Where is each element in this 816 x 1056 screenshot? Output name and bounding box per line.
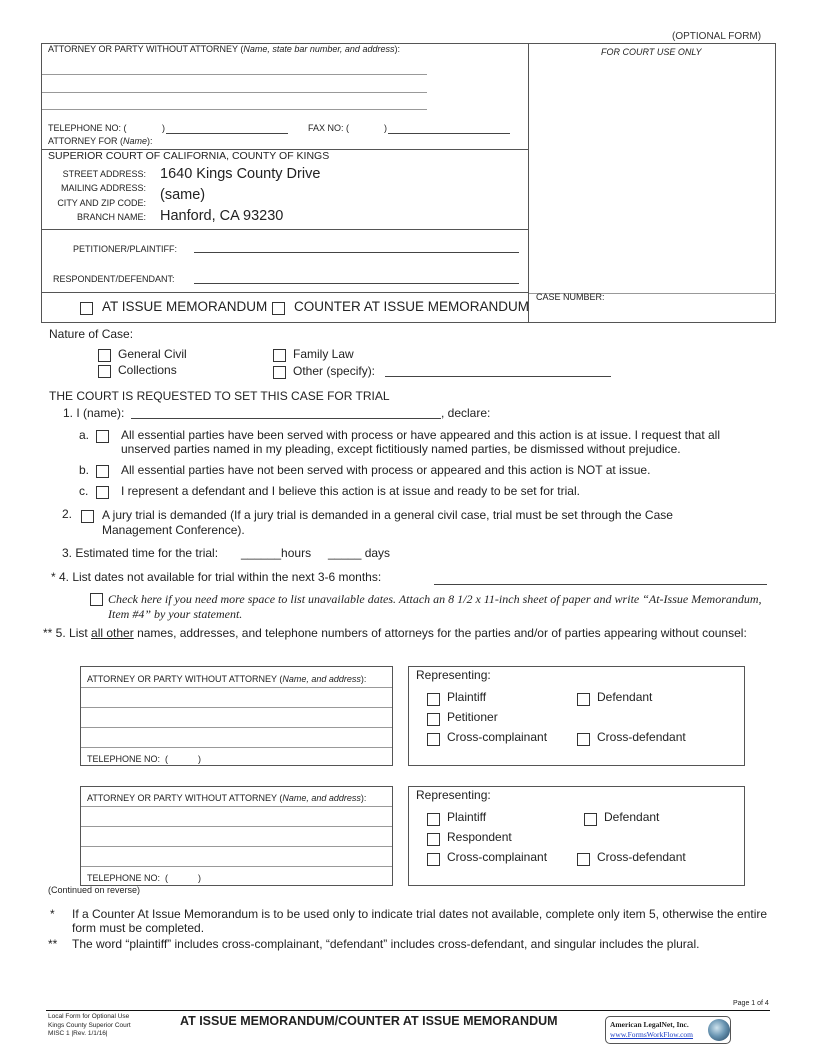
court-title: SUPERIOR COURT OF CALIFORNIA, COUNTY OF KINGS: [48, 150, 330, 162]
rep2-respondent-label: Respondent: [447, 830, 512, 844]
rep2-plaintiff-checkbox[interactable]: [427, 813, 440, 826]
nature-of-case-label: Nature of Case:: [49, 327, 134, 341]
case-number-label: CASE NUMBER:: [536, 292, 605, 302]
mailing-address-value: (same): [160, 187, 206, 203]
fax-field[interactable]: [388, 133, 510, 134]
rep1-plaintiff-label: Plaintiff: [447, 690, 487, 704]
globe-icon: [708, 1019, 730, 1041]
for-court-use-label: FOR COURT USE ONLY: [601, 47, 702, 57]
other-attorney-2-line-4[interactable]: [81, 866, 392, 867]
counter-memo-checkbox[interactable]: [272, 302, 285, 315]
item1a-checkbox[interactable]: [96, 430, 109, 443]
rep2-cross-complainant-checkbox[interactable]: [427, 853, 440, 866]
optional-form-label: (OPTIONAL FORM): [672, 31, 762, 42]
street-address-label: STREET ADDRESS:: [62, 169, 146, 179]
respondent-field[interactable]: [194, 283, 519, 284]
rep1-cross-complainant-checkbox[interactable]: [427, 733, 440, 746]
item2-number: 2.: [62, 507, 73, 521]
attorney-line-1[interactable]: [42, 74, 427, 75]
other-attorney-2-line-1[interactable]: [81, 806, 392, 807]
street-address-value: 1640 Kings County Drive: [160, 166, 321, 182]
declarant-name-field[interactable]: [131, 418, 441, 419]
other-attorney-2-line-3[interactable]: [81, 846, 392, 847]
item1c-text: I represent a defendant and I believe this action is at issue and ready to be set for trial.: [121, 484, 580, 498]
item1b-text: All essential parties have not been served with process or appeared and this action is NOT at issue.: [121, 463, 651, 477]
representing-2-label: Representing:: [416, 788, 491, 802]
fax-label: FAX NO: (: [308, 123, 350, 133]
rep1-cross-complainant-label: Cross-complainant: [447, 730, 548, 744]
rep2-respondent-checkbox[interactable]: [427, 833, 440, 846]
item1c-checkbox[interactable]: [96, 486, 109, 499]
rep2-cross-defendant-checkbox[interactable]: [577, 853, 590, 866]
form-id-line-1: Local Form for Optional Use: [48, 1013, 130, 1020]
trial-request-heading: THE COURT IS REQUESTED TO SET THIS CASE FOR TRIAL: [49, 389, 390, 403]
general-civil-checkbox[interactable]: [98, 349, 111, 362]
footnote-2-mark: **: [48, 937, 58, 951]
attorney-for-label: ATTORNEY FOR (Name):: [48, 136, 153, 146]
item2-text: A jury trial is demanded (If a jury trial is demanded in a general civil case, trial must be set through the Case Management Conference).: [102, 508, 673, 537]
vendor-name: American LegalNet, Inc.: [610, 1020, 689, 1029]
other-specify-field[interactable]: [385, 376, 611, 377]
attorney-label: ATTORNEY OR PARTY WITHOUT ATTORNEY (Name, state bar number, and address):: [48, 44, 400, 54]
footnote-2-text: The word “plaintiff” includes cross-complainant, “defendant” includes cross-defendant, and singular includes the plural.: [72, 937, 700, 951]
item3-text: 3. Estimated time for the trial:: [62, 546, 219, 560]
rep1-petitioner-checkbox[interactable]: [427, 713, 440, 726]
other-attorney-1-line-2[interactable]: [81, 707, 392, 708]
petitioner-field[interactable]: [194, 252, 519, 253]
footer-rule: [46, 1010, 770, 1011]
mailing-address-label: MAILING ADDRESS:: [60, 183, 146, 193]
rep2-defendant-label: Defendant: [604, 810, 660, 824]
family-law-label: Family Law: [293, 347, 354, 361]
item1-suffix: , declare:: [441, 406, 491, 420]
rep2-plaintiff-label: Plaintiff: [447, 810, 487, 824]
form-id-line-2: Kings County Superior Court: [48, 1021, 131, 1029]
city-zip-value: Hanford, CA 93230: [160, 208, 284, 224]
other-attorney-2-telephone[interactable]: TELEPHONE NO: ( ): [87, 873, 202, 883]
family-law-checkbox[interactable]: [273, 349, 286, 362]
item1b-checkbox[interactable]: [96, 465, 109, 478]
branch-name-label: BRANCH NAME:: [76, 212, 146, 222]
petitioner-label: PETITIONER/PLAINTIFF:: [73, 244, 178, 254]
item5-text: ** 5. List all other names, addresses, and telephone numbers of attorneys for the parties and/or of parties appearing without counsel:: [43, 626, 747, 640]
continued-on-reverse: (Continued on reverse): [48, 885, 141, 895]
item1a-text: All essential parties have been served with process or have appeared and this action is at issue. I request that all unserved parties named in my pleading, except fictitiously named parties, be dismissed without prejudice.: [121, 428, 721, 456]
jury-trial-checkbox[interactable]: [81, 510, 94, 523]
rep1-defendant-label: Defendant: [597, 690, 653, 704]
form-title: AT ISSUE MEMORANDUM/COUNTER AT ISSUE MEMORANDUM: [180, 1014, 558, 1028]
rep1-plaintiff-checkbox[interactable]: [427, 693, 440, 706]
other-attorney-1-label: ATTORNEY OR PARTY WITHOUT ATTORNEY (Name, and address):: [87, 674, 367, 684]
rep1-defendant-checkbox[interactable]: [577, 693, 590, 706]
attorney-line-2[interactable]: [42, 92, 427, 93]
rep1-petitioner-label: Petitioner: [447, 710, 498, 724]
unavailable-dates-field[interactable]: [434, 584, 767, 585]
item1-prefix: 1. I (name):: [63, 406, 125, 420]
telephone-label: TELEPHONE NO: (: [48, 123, 127, 133]
days-field[interactable]: _____ days: [328, 546, 391, 560]
rep1-cross-defendant-checkbox[interactable]: [577, 733, 590, 746]
more-space-text: Check here if you need more space to list unavailable dates. Attach an 8 1/2 x 11-inch sheet of paper and write “At-Issue Memorandum, Item #4” by your statement.: [108, 592, 762, 621]
at-issue-memo-label: AT ISSUE MEMORANDUM: [102, 299, 268, 314]
case-number-field[interactable]: [535, 304, 771, 320]
at-issue-memo-checkbox[interactable]: [80, 302, 93, 315]
item1a-letter: a.: [79, 428, 90, 442]
item4-text: * 4. List dates not available for trial within the next 3-6 months:: [51, 570, 382, 584]
other-attorney-1-telephone[interactable]: TELEPHONE NO: ( ): [87, 754, 202, 764]
other-attorney-1-line-1[interactable]: [81, 687, 392, 688]
form-id-line-3: MISC 1 |Rev. 1/1/16|: [48, 1030, 108, 1037]
footnote-1-text: If a Counter At Issue Memorandum is to be used only to indicate trial dates not available, complete only item 5, otherwise the entire form must be completed.: [72, 907, 768, 935]
counter-memo-label: COUNTER AT ISSUE MEMORANDUM: [294, 299, 530, 314]
telephone-field[interactable]: [166, 133, 288, 134]
general-civil-label: General Civil: [118, 347, 187, 361]
other-attorney-2-line-2[interactable]: [81, 826, 392, 827]
respondent-label: RESPONDENT/DEFENDANT:: [53, 274, 175, 284]
other-checkbox[interactable]: [273, 366, 286, 379]
other-attorney-1-line-4[interactable]: [81, 747, 392, 748]
footnote-1-mark: *: [50, 907, 55, 921]
rep2-cross-complainant-label: Cross-complainant: [447, 850, 548, 864]
rep2-defendant-checkbox[interactable]: [584, 813, 597, 826]
vendor-badge[interactable]: [605, 1016, 731, 1044]
attorney-line-3[interactable]: [42, 109, 427, 110]
other-attorney-1-line-3[interactable]: [81, 727, 392, 728]
fax-close: ): [384, 123, 387, 133]
representing-1-label: Representing:: [416, 668, 491, 682]
item1b-letter: b.: [79, 463, 90, 477]
other-label: Other (specify):: [293, 364, 376, 378]
telephone-close: ): [162, 123, 165, 133]
page-number: Page 1 of 4: [733, 1000, 769, 1007]
city-zip-label: CITY AND ZIP CODE:: [57, 198, 146, 208]
rep1-cross-defendant-label: Cross-defendant: [597, 730, 686, 744]
court-use-box: [528, 43, 776, 323]
hours-field[interactable]: ______hours: [241, 546, 312, 560]
form-id: [48, 1013, 131, 1039]
item1c-letter: c.: [79, 484, 89, 498]
vendor-url[interactable]: www.FormsWorkFlow.com: [610, 1030, 694, 1039]
collections-checkbox[interactable]: [98, 365, 111, 378]
rep2-cross-defendant-label: Cross-defendant: [597, 850, 686, 864]
collections-label: Collections: [118, 363, 177, 377]
other-attorney-2-label: ATTORNEY OR PARTY WITHOUT ATTORNEY (Name, and address):: [87, 793, 367, 803]
more-space-checkbox[interactable]: [90, 593, 103, 606]
